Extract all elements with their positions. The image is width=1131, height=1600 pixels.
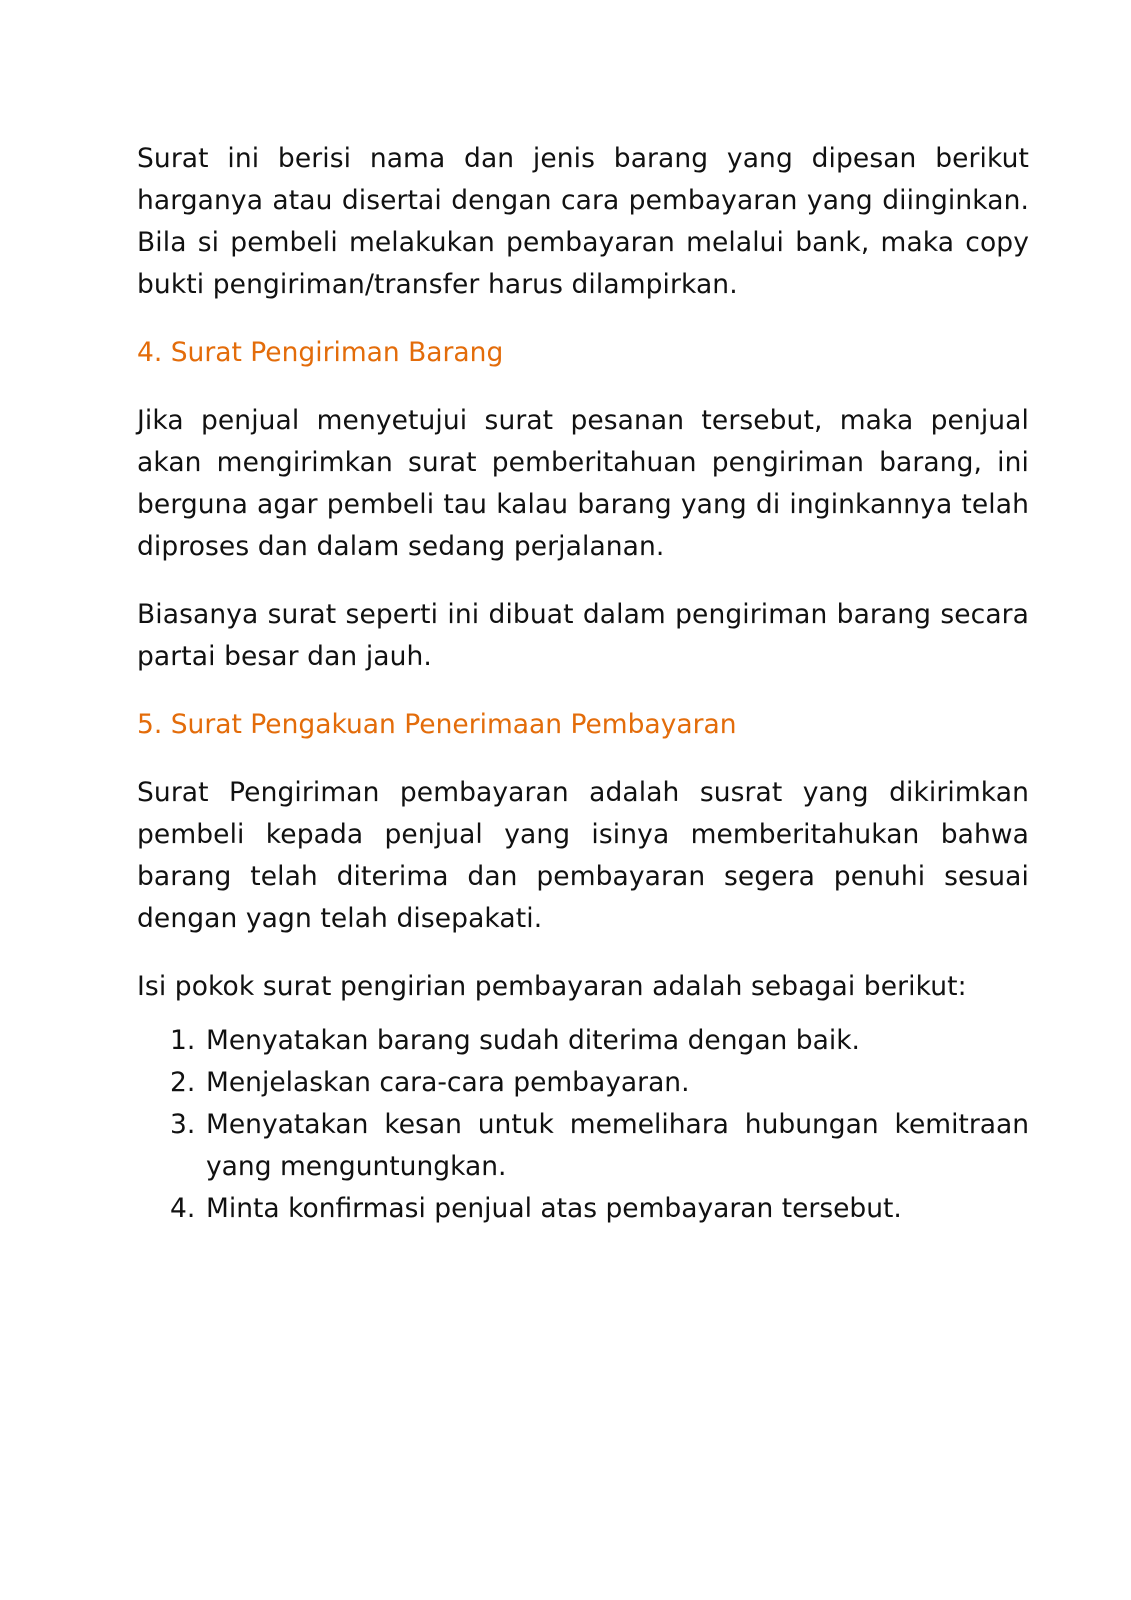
list-item-text: Minta konfirmasi penjual atas pembayaran tersebut. — [206, 1193, 902, 1224]
heading-payment-acknowledgement: 5. Surat Pengakuan Penerimaan Pembayaran — [137, 709, 737, 740]
paragraph-payment-letter: Surat Pengiriman pembayaran adalah susrat yang dikirimkan pembeli kepada penjual yang isinya memberitahukan bahwa barang telah diterima dan pembayaran segera penuhi sesuai dengan yagn telah disepakati. — [137, 777, 1029, 934]
list-item — [170, 1104, 1029, 1188]
paragraph-payment-contents-intro: Isi pokok surat pengirian pembayaran adalah sebagai berikut: — [137, 971, 967, 1002]
payment-contents-list — [137, 1020, 1029, 1230]
list-item-number: 4. — [170, 1193, 196, 1224]
list-item-number: 2. — [170, 1067, 196, 1098]
list-item-text: Menjelaskan cara-cara pembayaran. — [206, 1067, 690, 1098]
list-item — [170, 1020, 1029, 1062]
list-item-text: Menyatakan barang sudah diterima dengan baik. — [206, 1025, 860, 1056]
list-item-number: 3. — [170, 1109, 196, 1140]
list-item — [170, 1062, 1029, 1104]
paragraph-order-letter: Surat ini berisi nama dan jenis barang yang dipesan berikut harganya atau disertai dengan cara pembayaran yang diinginkan. Bila si pembeli melakukan pembayaran melalui bank, maka copy bukti pengiriman/transfer harus dilampirkan. — [137, 143, 1029, 300]
document-page — [137, 138, 1029, 1230]
list-item — [170, 1188, 1029, 1230]
paragraph-shipping-letter: Jika penjual menyetujui surat pesanan tersebut, maka penjual akan mengirimkan surat pemberitahuan pengiriman barang, ini berguna agar pembeli tau kalau barang yang di inginkannya telah diproses dan dalam sedang perjalanan. — [137, 405, 1029, 562]
heading-shipping-letter: 4. Surat Pengiriman Barang — [137, 337, 504, 368]
list-item-text: Menyatakan kesan untuk memelihara hubungan kemitraan yang menguntungkan. — [206, 1109, 1029, 1182]
paragraph-shipping-usage: Biasanya surat seperti ini dibuat dalam pengiriman barang secara partai besar dan jauh. — [137, 599, 1029, 672]
list-item-number: 1. — [170, 1025, 196, 1056]
